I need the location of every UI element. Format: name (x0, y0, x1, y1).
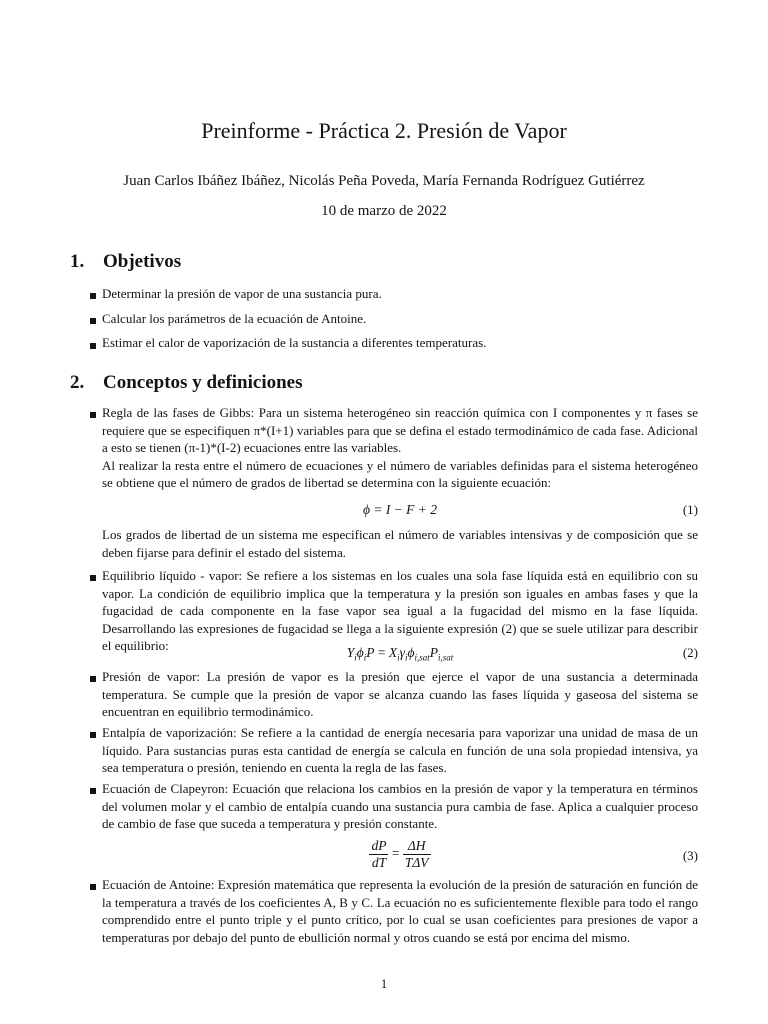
equation-3 (102, 838, 698, 872)
section-title: Objetivos (103, 251, 182, 272)
equation-expression: ϕ = I − F + 2 (362, 502, 438, 517)
bullet-marker (90, 676, 96, 682)
bullet-marker (90, 412, 96, 418)
section-title: Conceptos y definiciones (103, 372, 303, 393)
document-date: 10 de marzo de 2022 (321, 203, 447, 219)
equation-number: (1) (682, 502, 698, 517)
equation-number: (3) (682, 848, 698, 863)
section-heading-conceptos (70, 372, 303, 394)
list-item: Determinar la presión de vapor de una sustancia pura. (102, 286, 382, 301)
bullet-marker (90, 732, 96, 738)
section-number: 2. (70, 372, 85, 393)
bullet-marker (90, 884, 96, 890)
paragraph: Al realizar la resta entre el número de ecuaciones y el número de variables definidas para el sistema heterogéneo se obtiene que el número de grados de libertad se determina con la siguiente ecuación: (102, 457, 698, 490)
equation-2 (102, 645, 698, 667)
bullet-marker (90, 293, 96, 299)
equation-1 (102, 502, 698, 524)
equation-number: (2) (682, 645, 698, 660)
section-number: 1. (70, 251, 85, 272)
bullet-marker (90, 318, 96, 324)
equation-expression: $Y_i\phi_iP = X_i\gamma_i\phi_{i,sat}P_{i,sat}$ (346, 645, 454, 663)
list-item: Estimar el calor de vaporización de la sustancia a diferentes temperaturas. (102, 335, 487, 350)
list-item: Presión de vapor: La presión de vapor es la presión que ejerce el vapor de una sustancia a determinada temperatura. Se cumple que la presión de vapor se alcanza cuando las fases líquida y gaseosa del sistema se encuentran en equilibrio termodinámico. (102, 669, 698, 719)
page-number: 1 (380, 976, 388, 991)
list-item-gibbs (102, 404, 698, 492)
list-item: Calcular los parámetros de la ecuación de Antoine. (102, 311, 367, 326)
document-title: Preinforme - Práctica 2. Presión de Vapor (201, 118, 567, 143)
equation-expression: $\frac{dP}{dT}$ = $\frac{\Delta H}{\text{TΔV}}$ (371, 838, 429, 870)
paragraph: Regla de las fases de Gibbs: Para un sistema heterogéneo sin reacción química con I componentes y π fases se requiere que se especifiquen π*(I+1) variables para que se defina el estado termodinámico de cada fase. Adicional a esto se tienen (π-1)*(I-2) ecuaciones entre las variables. (102, 405, 698, 455)
list-item: Entalpía de vaporización: Se refiere a la cantidad de energía necesaria para vaporizar una unidad de masa de un líquido. Para sustancias puras esta cantidad de energía se calcula en función de una sola propiedad intensiva, ya sea temperatura o presión, teniendo en cuenta la regla de las fases. (102, 725, 698, 775)
authors-line: Juan Carlos Ibáñez Ibáñez, Nicolás Peña Poveda, María Fernanda Rodríguez Gutiérrez (123, 173, 645, 189)
list-item: Ecuación de Clapeyron: Ecuación que relaciona los cambios en la presión de vapor y la temperatura en términos del volumen molar y el cambio de entalpía cuando una sustancia pura cambia de fase. Aplica a cualquier proceso de cambio de fase que suceda a temperatura y presión constante. (102, 781, 698, 831)
paragraph-gibbs-note: Los grados de libertad de un sistema me especifican el número de variables intensivas y de composición que se deben fijarse para definir el estado del sistema. (102, 527, 698, 560)
bullet-marker (90, 788, 96, 794)
bullet-marker (90, 343, 96, 349)
list-item: Equilibrio líquido - vapor: Se refiere a los sistemas en los cuales una sola fase líquida está en equilibrio con su vapor. La condición de equilibrio implica que la temperatura y la presión son iguales en ambas fases y que la fugacidad de cada componente en la fase vapor sea igual a la fugacidad del mismo en la fase líquida. Desarrollando las expresiones de fugacidad se llega a la siguiente expresión (2) que se suele utilizar para describir el equilibrio: (102, 568, 698, 653)
section-heading-objetivos (70, 251, 181, 273)
list-item: Ecuación de Antoine: Expresión matemática que representa la evolución de la presión de saturación en función de la temperatura a través de los coeficientes A, B y C. La ecuación no es suficientemente flexible para todo el rango comprendido entre el punto triple y el punto crítico, por lo cual se usan coeficientes para presiones de vapor a temperaturas por debajo del punto de ebullición normal y otros cuando se está por encima del mismo. (102, 877, 698, 945)
bullet-marker (90, 575, 96, 581)
